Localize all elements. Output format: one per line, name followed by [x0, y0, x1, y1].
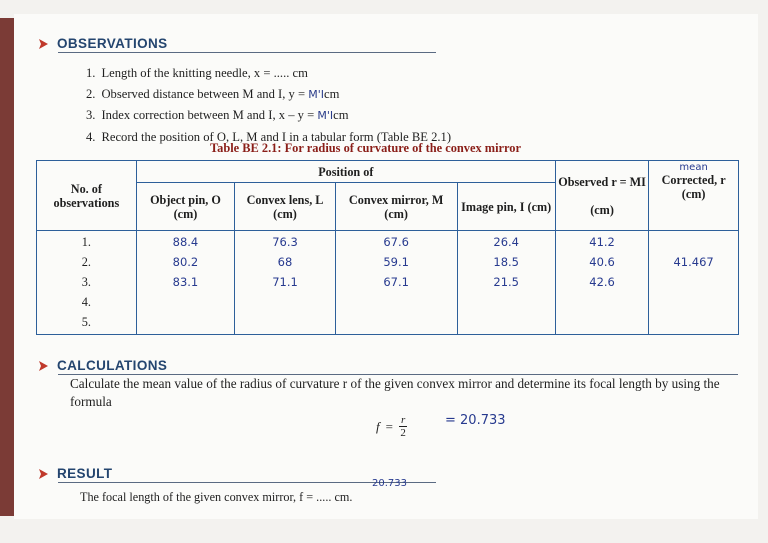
- col-header-image: Image pin, I (cm): [457, 183, 555, 231]
- col-header-observed: Observed r = MI (cm): [555, 161, 648, 231]
- result-text: The focal length of the given convex mirror, f = ..... cm.: [80, 490, 353, 504]
- col-header-corrected: mean Corrected, r (cm): [649, 161, 739, 231]
- calculations-title: CALCULATIONS: [57, 358, 168, 373]
- observations-title: OBSERVATIONS: [57, 36, 168, 51]
- col-header-observations: No. of observations: [37, 161, 137, 231]
- observations-list: [86, 63, 451, 147]
- chevron-right-icon: [38, 38, 49, 50]
- result-title: RESULT: [57, 466, 113, 481]
- data-table: [36, 160, 739, 335]
- list-item: 3. Index correction between M and I, x – y = M'Icm: [86, 108, 349, 122]
- col-header-position: Position of: [136, 161, 555, 183]
- mean-value: 41.467: [649, 231, 739, 335]
- page-edge-binding: [0, 18, 14, 516]
- calculations-text: Calculate the mean value of the radius of curvature r of the given convex mirror and determine its focal length by using the formula: [70, 376, 720, 409]
- image-values: 26.4 18.5 21.5: [457, 231, 555, 335]
- list-item: 2. Observed distance between M and I, y = M'Icm: [86, 86, 340, 101]
- chevron-right-icon: [38, 360, 49, 372]
- list-item: 4. Record the position of O, L, M and I in a tabular form (Table BE 2.1): [86, 129, 452, 144]
- row-numbers: 1. 2. 3. 4. 5.: [37, 231, 137, 335]
- result-heading: [38, 466, 112, 481]
- observations-heading: [38, 36, 168, 51]
- table-title: Table BE 2.1: For radius of curvature of the convex mirror: [210, 141, 521, 155]
- mirror-values: 67.6 59.1 67.1: [335, 231, 457, 335]
- calculations-heading: [38, 358, 167, 373]
- observations-rule: [58, 52, 436, 53]
- col-header-object: Object pin, O (cm): [136, 183, 235, 231]
- col-header-mirror: Convex mirror, M (cm): [335, 183, 457, 231]
- col-header-lens: Convex lens, L (cm): [235, 183, 336, 231]
- calculated-value: = 20.733: [445, 413, 506, 428]
- focal-formula: f = $\frac{r}{2}$: [376, 414, 406, 439]
- result-value: 20.733: [372, 478, 407, 489]
- chevron-right-icon: [38, 468, 49, 480]
- list-item: 1. Length of the knitting needle, x = ..... cm: [86, 66, 308, 80]
- observed-values: 41.2 40.6 42.6: [555, 231, 648, 335]
- object-values: 88.4 80.2 83.1: [136, 231, 235, 335]
- lens-values: 76.3 68 71.1: [235, 231, 336, 335]
